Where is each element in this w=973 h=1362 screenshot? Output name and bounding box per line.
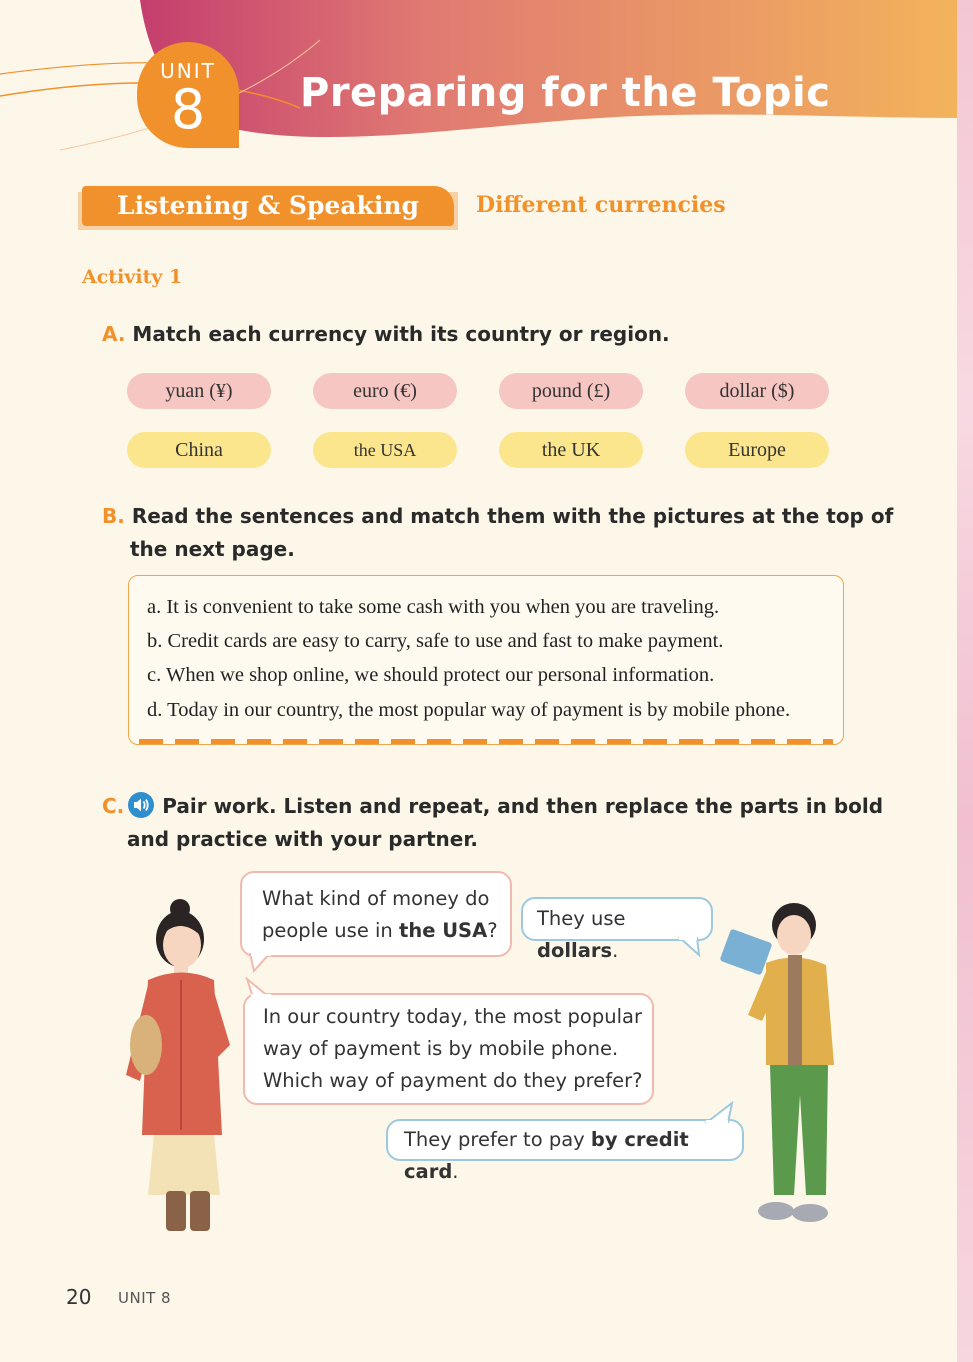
dashed-border-decoration <box>139 739 833 744</box>
speech-bubble-answer-1 <box>521 897 713 962</box>
part-c-letter: C. <box>102 794 125 818</box>
a2-bold: by credit card <box>404 1128 689 1183</box>
unit-badge <box>137 42 239 148</box>
part-c-instruction <box>102 790 883 823</box>
currency-pill[interactable]: yuan (¥) <box>127 373 271 409</box>
region-pill[interactable]: China <box>127 432 271 468</box>
sentence-b: b. Credit cards are easy to carry, safe to use and fast to make payment. <box>147 630 724 652</box>
speech-bubble-answer-2 <box>386 1119 744 1183</box>
question-1-line1: What kind of money do <box>262 887 490 910</box>
part-a-text: Match each currency with its country or region. <box>132 322 670 346</box>
region-pill[interactable]: Europe <box>685 432 829 468</box>
page-edge-decoration <box>957 0 973 1362</box>
part-b-instruction-line2: the next page. <box>130 537 295 561</box>
a1-bold: dollars <box>537 939 613 962</box>
activity-label: Activity 1 <box>82 266 183 288</box>
a2-text-pre: They prefer to pay <box>404 1128 591 1151</box>
question-1-line2 <box>262 915 510 947</box>
sentence-d: d. Today in our country, the most popular way of payment is by mobile phone. <box>147 699 791 721</box>
boy-illustration <box>718 895 848 1240</box>
speech-bubble-question-1 <box>240 871 512 957</box>
a1-text-pre: They use <box>537 907 626 930</box>
bubble-tail <box>702 1101 736 1123</box>
sentence-c: c. When we shop online, we should protect our personal information. <box>147 664 715 686</box>
girl-illustration <box>118 895 258 1240</box>
page-title: Preparing for the Topic <box>300 70 831 116</box>
bubble-tail <box>248 953 278 973</box>
bubble-tail <box>673 937 703 957</box>
part-b-text-line1: Read the sentences and match them with the pictures at the top of <box>131 504 894 528</box>
sentences-box <box>128 575 844 745</box>
question-2-line2: way of payment is by mobile phone. <box>263 1037 619 1060</box>
audio-speaker-icon[interactable] <box>128 792 154 818</box>
part-b-letter: B. <box>102 504 125 528</box>
question-2-line3: Which way of payment do they prefer? <box>263 1069 643 1092</box>
region-pill[interactable]: the UK <box>499 432 643 468</box>
question-2-line1: In our country today, the most popular <box>263 1005 642 1028</box>
sentence-a: a. It is convenient to take some cash with you when you are traveling. <box>147 596 720 618</box>
section-tab <box>78 186 458 230</box>
q1-text-pre: people use in <box>262 919 399 942</box>
bubble-tail <box>243 977 273 997</box>
part-b-instruction <box>102 500 893 533</box>
footer-unit-label: UNIT 8 <box>118 1289 172 1307</box>
page-number: 20 <box>66 1285 92 1309</box>
part-a-letter: A. <box>102 322 126 346</box>
region-pill[interactable]: the USA <box>313 432 457 468</box>
part-c-instruction-line2: and practice with your partner. <box>127 827 478 851</box>
speech-bubble-question-2 <box>243 993 654 1105</box>
currency-pill[interactable]: pound (£) <box>499 373 643 409</box>
unit-number: 8 <box>170 78 206 141</box>
q1-text-post: ? <box>487 919 498 942</box>
unit-word: UNIT <box>160 59 216 83</box>
section-subtitle: Different currencies <box>476 192 726 218</box>
q1-bold: the USA <box>399 919 488 942</box>
part-c-text-line1: Pair work. Listen and repeat, and then replace the parts in bold <box>162 794 884 818</box>
section-tab-label: Listening & Speaking <box>116 191 420 220</box>
currency-pill[interactable]: euro (€) <box>313 373 457 409</box>
part-a-instruction <box>102 318 670 351</box>
a1-text-post: . <box>612 939 619 962</box>
a2-text-post: . <box>452 1160 459 1183</box>
currency-pill[interactable]: dollar ($) <box>685 373 829 409</box>
